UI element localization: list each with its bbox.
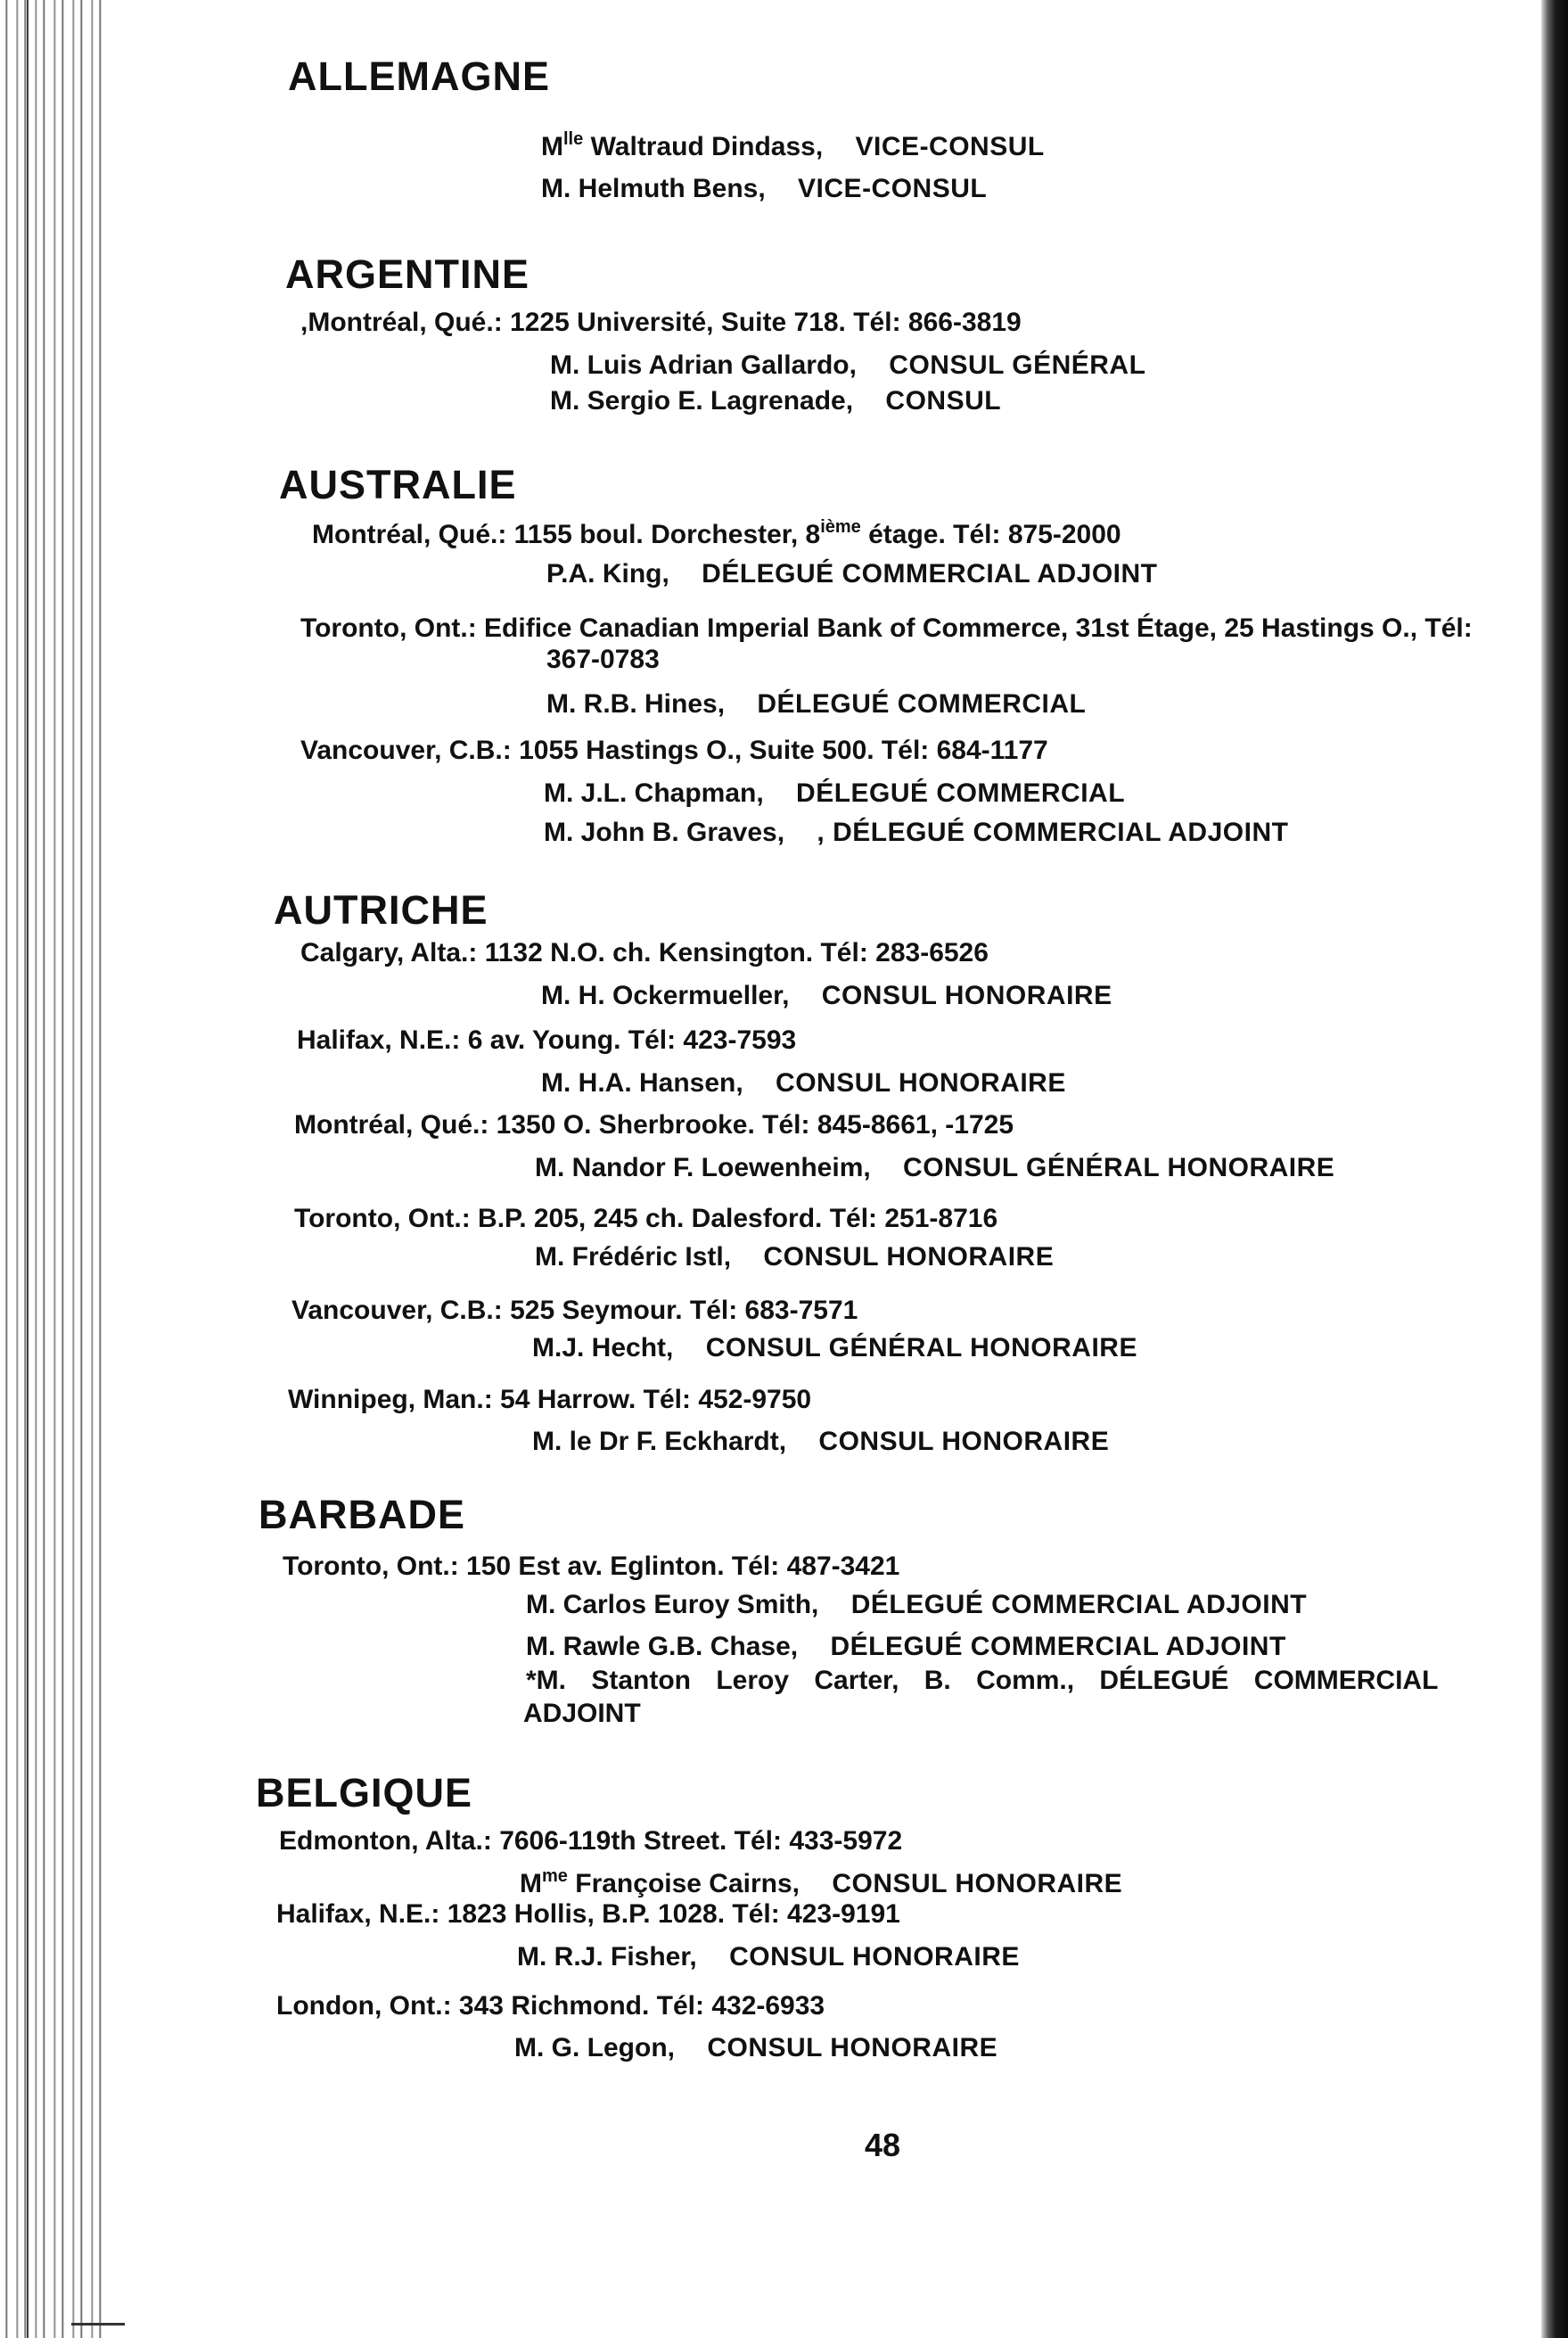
- address-autriche-5: Vancouver, C.B.: 525 Seymour. Tél: 683-7571: [291, 1296, 858, 1325]
- entry-autriche-6: [532, 1427, 1109, 1457]
- person-name: M. R.B. Hines,: [546, 689, 726, 719]
- entry-barbade-3: *M. Stanton Leroy Carter, B. Comm., DÉLEGUÉ COMMERCIAL: [526, 1666, 1439, 1695]
- entry-argentine-2: [550, 386, 1001, 416]
- person-name: M. Sergio E. Lagrenade,: [550, 386, 854, 416]
- country-heading-autriche: AUTRICHE: [274, 887, 488, 933]
- person-name: M. H.A. Hansen,: [541, 1068, 743, 1098]
- address-belgique-1: Edmonton, Alta.: 7606-119th Street. Tél: 433-5972: [279, 1826, 903, 1856]
- person-title: DÉLEGUÉ COMMERCIAL ADJOINT: [702, 559, 1158, 589]
- country-heading-barbade: BARBADE: [259, 1492, 465, 1537]
- entry-australie-2: [546, 689, 1086, 720]
- person-title: DÉLEGUÉ COMMERCIAL: [796, 778, 1126, 808]
- address-belgique-3: London, Ont.: 343 Richmond. Tél: 432-6933: [276, 1991, 825, 2021]
- country-heading-argentine: ARGENTINE: [285, 251, 530, 297]
- country-heading-allemagne: ALLEMAGNE: [288, 54, 550, 99]
- entry-australie-3: [544, 778, 1125, 809]
- person-name: M. G. Legon,: [514, 2033, 675, 2062]
- entry-barbade-3-cont: ADJOINT: [523, 1699, 641, 1728]
- name-prefix: M: [520, 1869, 542, 1898]
- person-name: M. John B. Graves,: [544, 818, 785, 847]
- address-australie-1: [312, 517, 1121, 550]
- name-prefix: M: [541, 132, 563, 161]
- person-title: CONSUL HONORAIRE: [821, 981, 1112, 1010]
- entry-argentine-1: [550, 350, 1145, 381]
- person-title: CONSUL HONORAIRE: [832, 1869, 1123, 1898]
- person-name: M. Carlos Euroy Smith,: [526, 1590, 819, 1619]
- person-name: M. le Dr F. Eckhardt,: [532, 1427, 787, 1456]
- page-number: 48: [865, 2127, 901, 2163]
- address-belgique-2: Halifax, N.E.: 1823 Hollis, B.P. 1028. Tél: 423-9191: [276, 1899, 900, 1929]
- entry-barbade-2: [526, 1632, 1286, 1662]
- entry-belgique-3: [514, 2033, 997, 2063]
- person-title: CONSUL HONORAIRE: [729, 1942, 1020, 1972]
- address-argentine-1: ,Montréal, Qué.: 1225 Université, Suite 718. Tél: 866-3819: [300, 308, 1022, 337]
- entry-allemagne-1: [541, 129, 1045, 162]
- entry-autriche-2: [541, 1068, 1066, 1099]
- person-title: CONSUL HONORAIRE: [818, 1427, 1110, 1456]
- person-name: M. Helmuth Bens,: [541, 174, 766, 203]
- person-title: , DÉLEGUÉ COMMERCIAL ADJOINT: [817, 818, 1289, 847]
- person-name: M. Frédéric Istl,: [535, 1242, 732, 1272]
- person-title: CONSUL HONORAIRE: [763, 1242, 1055, 1272]
- person-name: M. H. Ockermueller,: [541, 981, 790, 1010]
- person-title: CONSUL GÉNÉRAL HONORAIRE: [903, 1153, 1335, 1182]
- address-autriche-2: Halifax, N.E.: 6 av. Young. Tél: 423-7593: [297, 1025, 797, 1055]
- address-text: Montréal, Qué.: 1155 boul. Dorchester, 8: [312, 520, 821, 549]
- person-title: CONSUL GÉNÉRAL: [889, 350, 1146, 380]
- country-heading-australie: AUSTRALIE: [279, 462, 517, 507]
- person-title: DÉLEGUÉ COMMERCIAL: [757, 689, 1087, 719]
- address-superscript: ième: [820, 517, 861, 537]
- person-title: VICE-CONSUL: [798, 174, 988, 203]
- entry-autriche-5: [532, 1333, 1137, 1363]
- entry-barbade-1: [526, 1590, 1307, 1620]
- country-heading-belgique: BELGIQUE: [256, 1770, 473, 1815]
- person-title: CONSUL GÉNÉRAL HONORAIRE: [705, 1333, 1137, 1362]
- person-name: P.A. King,: [546, 559, 669, 589]
- person-title: CONSUL HONORAIRE: [776, 1068, 1066, 1098]
- person-name: M. J.L. Chapman,: [544, 778, 764, 808]
- address-australie-2-cont: 367-0783: [546, 645, 660, 674]
- address-australie-3: Vancouver, C.B.: 1055 Hastings O., Suite 500. Tél: 684-1177: [300, 736, 1048, 765]
- person-title: CONSUL: [885, 386, 1002, 416]
- address-text: étage. Tél: 875-2000: [860, 520, 1121, 549]
- entry-autriche-3: [535, 1153, 1334, 1183]
- address-australie-2: Toronto, Ont.: Edifice Canadian Imperial Bank of Commerce, 31st Étage, 25 Hastings O., Tél:: [300, 613, 1473, 643]
- entry-belgique-1: [520, 1866, 1122, 1899]
- entry-belgique-2: [517, 1942, 1020, 1972]
- entry-australie-4: [544, 818, 1288, 848]
- address-autriche-1: Calgary, Alta.: 1132 N.O. ch. Kensington. Tél: 283-6526: [300, 938, 989, 967]
- person-name: Waltraud Dindass,: [590, 132, 824, 161]
- person-title: DÉLEGUÉ COMMERCIAL ADJOINT: [850, 1590, 1308, 1619]
- address-autriche-4: Toronto, Ont.: B.P. 205, 245 ch. Dalesford. Tél: 251-8716: [294, 1204, 998, 1233]
- address-barbade-1: Toronto, Ont.: 150 Est av. Eglinton. Tél: 487-3421: [283, 1552, 900, 1581]
- person-title: VICE-CONSUL: [855, 132, 1045, 161]
- person-name: M. R.J. Fisher,: [517, 1942, 697, 1972]
- person-name: M. Nandor F. Loewenheim,: [535, 1153, 871, 1182]
- entry-australie-1: [546, 559, 1158, 589]
- entry-autriche-4: [535, 1242, 1054, 1272]
- address-autriche-6: Winnipeg, Man.: 54 Harrow. Tél: 452-9750: [288, 1385, 812, 1414]
- person-title: DÉLEGUÉ COMMERCIAL ADJOINT: [830, 1632, 1286, 1661]
- address-autriche-3: Montréal, Qué.: 1350 O. Sherbrooke. Tél: 845-8661, -1725: [294, 1110, 1014, 1140]
- person-name: Françoise Cairns,: [575, 1869, 800, 1898]
- entry-autriche-1: [541, 981, 1112, 1011]
- entry-allemagne-2: [541, 174, 987, 204]
- name-superscript: me: [542, 1866, 568, 1886]
- name-superscript: lle: [563, 129, 584, 149]
- person-title: CONSUL HONORAIRE: [707, 2033, 998, 2062]
- person-name: M. Rawle G.B. Chase,: [526, 1632, 799, 1661]
- person-name: M. Luis Adrian Gallardo,: [550, 350, 857, 380]
- person-name: M.J. Hecht,: [532, 1333, 674, 1362]
